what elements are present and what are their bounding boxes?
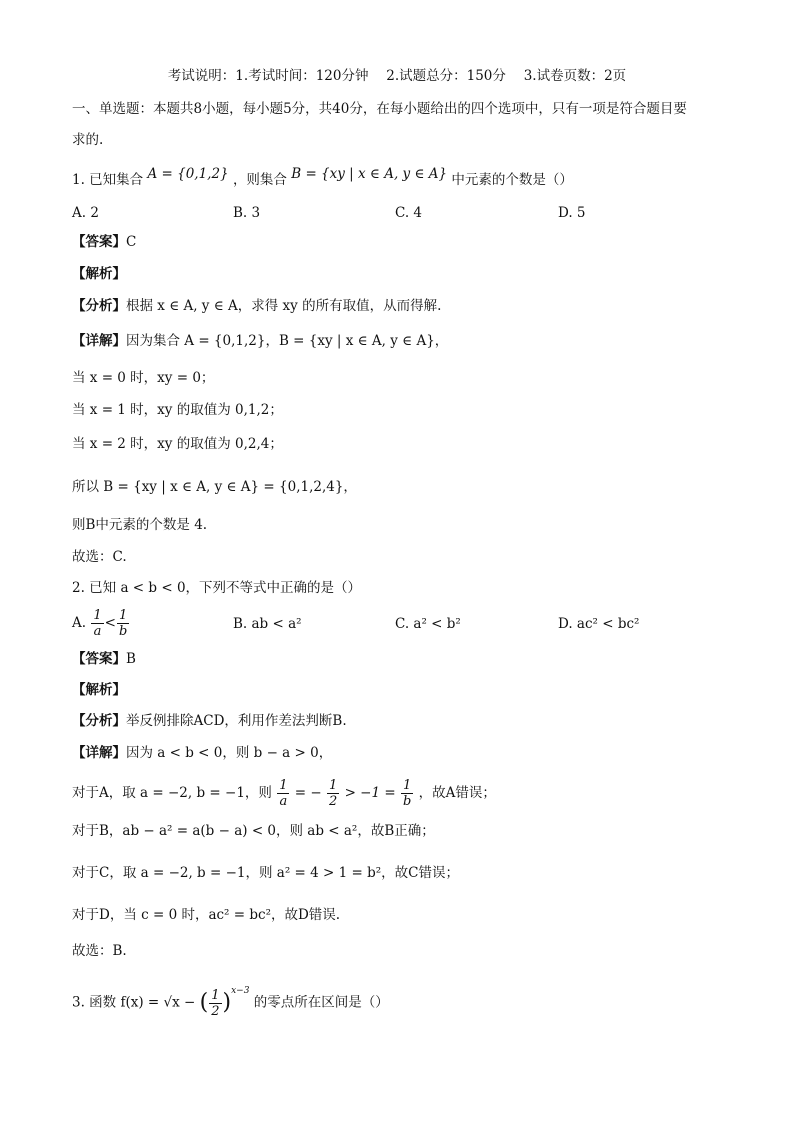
section-title-line2: 求的. bbox=[72, 132, 104, 148]
detail-label: 【详解】 bbox=[72, 745, 126, 761]
q2-analysis-label bbox=[72, 680, 126, 700]
analysis-label: 【解析】 bbox=[72, 682, 126, 698]
q2-option-d: D. ac² < bc² bbox=[558, 616, 640, 632]
fenxi-label: 【分析】 bbox=[72, 713, 126, 729]
numerator: 1 bbox=[211, 987, 220, 1003]
q2-solution-line: 对于C，取 a = −2, b = −1，则 a² = 4 > 1 = b²，故C错误； bbox=[72, 865, 459, 881]
q1-set-b: B = {xy | x ∈ A, y ∈ A} bbox=[291, 166, 448, 182]
q2-option-a-label: A. bbox=[72, 615, 87, 631]
q2-detail-text: 因为 a < b < 0，则 b − a > 0， bbox=[126, 745, 333, 761]
fraction bbox=[277, 778, 289, 809]
q2-solution-line: 对于B，ab − a² = a(b − a) < 0，则 ab < a²，故B正确； bbox=[72, 823, 435, 839]
numerator: 1 bbox=[279, 778, 288, 793]
numerator: 1 bbox=[403, 778, 412, 793]
q2-solution-line: 故选：B. bbox=[72, 943, 127, 959]
q1-answer-value: C bbox=[126, 234, 137, 250]
exponent: x−3 bbox=[231, 986, 250, 996]
q2-answer-value: B bbox=[126, 651, 136, 667]
q1-set-a: A = {0,1,2} bbox=[147, 166, 229, 182]
denominator: 2 bbox=[211, 1003, 220, 1019]
numerator: 1 bbox=[118, 608, 128, 623]
analysis-label: 【解析】 bbox=[72, 266, 126, 282]
denominator: 2 bbox=[329, 794, 338, 809]
q2-case-a-suffix: ，故A错误； bbox=[418, 785, 496, 801]
q2-fenxi-text: 举反例排除ACD，利用作差法判断B. bbox=[126, 713, 347, 729]
denominator: b bbox=[118, 624, 128, 639]
q1-answer bbox=[72, 232, 136, 252]
fraction bbox=[117, 608, 129, 639]
answer-label: 【答案】 bbox=[72, 234, 126, 250]
q2-stem: 2. 已知 a < b < 0，下列不等式中正确的是（） bbox=[72, 580, 362, 596]
numerator: 1 bbox=[329, 778, 338, 793]
section-title-line1: 一、单选题：本题共8小题，每小题5分，共40分，在每小题给出的四个选项中，只有一项是符合题目要 bbox=[72, 101, 687, 117]
q1-option-c: C. 4 bbox=[395, 205, 423, 221]
q2-case-a-middle: = − bbox=[294, 785, 322, 801]
q1-stem-prefix: 1. 已知集合 bbox=[72, 172, 144, 188]
q2-option-c: C. a² < b² bbox=[395, 616, 461, 632]
fraction bbox=[91, 608, 103, 639]
fraction bbox=[209, 988, 221, 1019]
fraction bbox=[401, 778, 413, 809]
q1-solution-line: 当 x = 0 时，xy = 0； bbox=[72, 370, 215, 386]
q1-solution-line: 当 x = 1 时，xy 的取值为 0,1,2； bbox=[72, 402, 283, 418]
denominator: b bbox=[402, 794, 412, 809]
detail-label: 【详解】 bbox=[72, 333, 126, 349]
less-than-sign: < bbox=[104, 615, 116, 631]
q3-stem-suffix: 的零点所在区间是（） bbox=[253, 994, 389, 1011]
q1-option-b: B. 3 bbox=[233, 205, 261, 221]
q1-stem-suffix: 中元素的个数是（） bbox=[451, 172, 573, 188]
q2-fenxi bbox=[72, 711, 347, 731]
numerator: 1 bbox=[93, 608, 102, 623]
q2-case-a bbox=[72, 778, 496, 809]
q1-detail-text: 因为集合 A = {0,1,2}，B = {xy | x ∈ A, y ∈ A}， bbox=[126, 333, 449, 349]
denominator: a bbox=[93, 624, 102, 639]
q1-stem-middle: ，则集合 bbox=[232, 172, 287, 188]
q1-option-d: D. 5 bbox=[558, 205, 586, 221]
fraction bbox=[327, 778, 339, 809]
q1-solution-line: 当 x = 2 时，xy 的取值为 0,2,4； bbox=[72, 436, 283, 452]
q1-fenxi bbox=[72, 296, 441, 316]
q1-detail bbox=[72, 331, 448, 351]
q2-option-a bbox=[72, 608, 130, 639]
right-paren: ) bbox=[222, 990, 232, 1015]
answer-label: 【答案】 bbox=[72, 651, 126, 667]
q1-analysis-label bbox=[72, 264, 126, 284]
q2-detail bbox=[72, 743, 332, 763]
q3-stem bbox=[72, 985, 389, 1019]
q1-stem bbox=[72, 166, 573, 190]
q1-fenxi-text: 根据 x ∈ A, y ∈ A，求得 xy 的所有取值，从而得解. bbox=[126, 298, 442, 314]
exam-instructions: 考试说明：1.考试时间：120分钟 2.试题总分：150分 3.试卷页数：2页 bbox=[167, 68, 627, 84]
q1-solution-line: 所以 B = {xy | x ∈ A, y ∈ A} = {0,1,2,4}， bbox=[72, 479, 357, 495]
q2-option-b: B. ab < a² bbox=[233, 616, 302, 632]
q1-option-a: A. 2 bbox=[72, 205, 99, 221]
q2-answer bbox=[72, 649, 136, 669]
denominator: a bbox=[279, 794, 288, 809]
q2-case-a-prefix: 对于A，取 a = −2, b = −1，则 bbox=[72, 785, 272, 801]
left-paren: ( bbox=[199, 990, 209, 1015]
q1-solution-line: 故选：C. bbox=[72, 549, 127, 565]
q1-solution-line: 则B中元素的个数是 4. bbox=[72, 517, 208, 533]
fenxi-label: 【分析】 bbox=[72, 298, 126, 314]
q2-case-a-middle: > −1 = bbox=[344, 785, 396, 801]
q2-solution-line: 对于D，当 c = 0 时，ac² = bc²，故D错误. bbox=[72, 907, 341, 923]
q3-stem-prefix: 3. 函数 f(x) = √x − bbox=[72, 994, 196, 1011]
